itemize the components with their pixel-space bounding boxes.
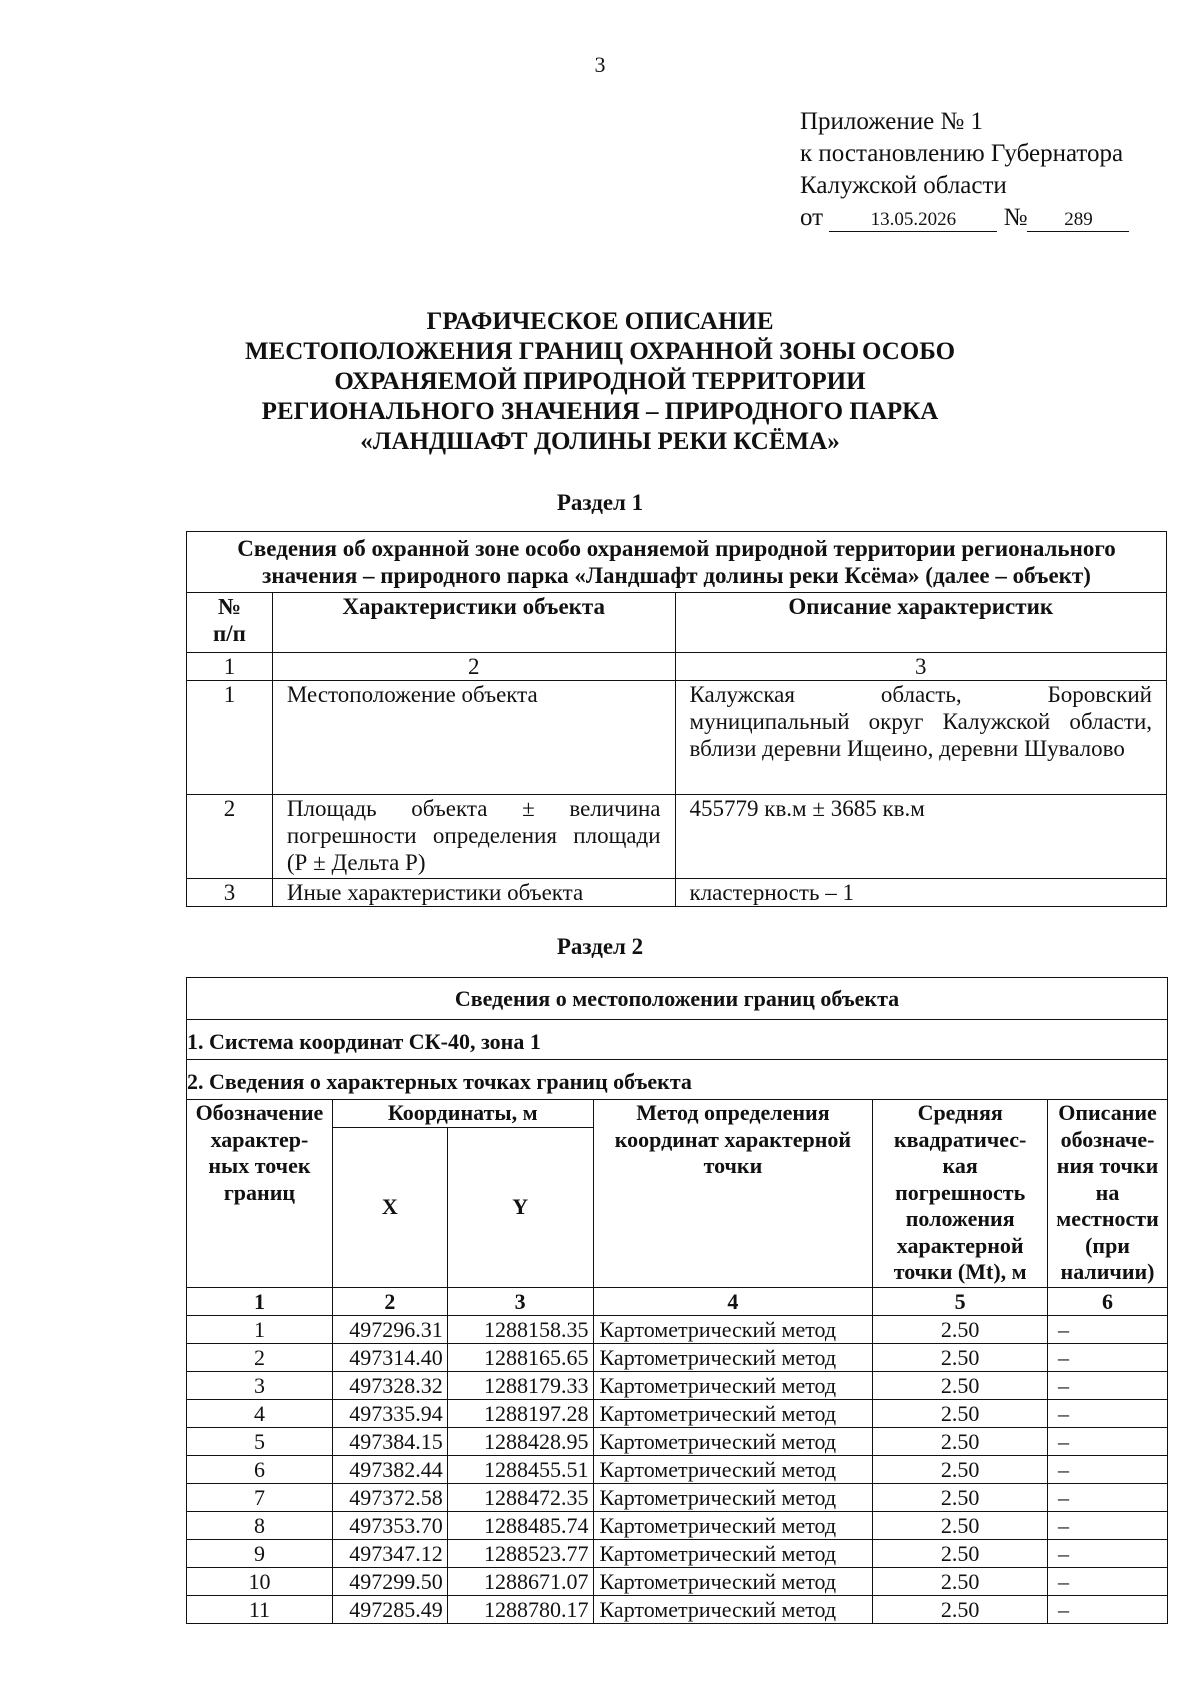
point-number: 11 — [187, 1596, 333, 1624]
y-coordinate: 1288179.33 — [447, 1372, 593, 1400]
row-value: Калужская область, Боровский муниципальный округ Калужской области, вблизи деревни Ищеино, деревни Шувалово — [675, 681, 1166, 795]
col-no-line2: п/п — [212, 621, 246, 646]
boundary-table-title: Сведения о местоположении границ объекта — [187, 978, 1168, 1020]
header-line: кая — [942, 1153, 978, 1178]
col-coords-header: Координаты, м — [332, 1100, 593, 1128]
point-description: – — [1048, 1456, 1168, 1484]
mt-error: 2.50 — [873, 1540, 1048, 1568]
y-coordinate: 1288485.74 — [447, 1512, 593, 1540]
point-number: 8 — [187, 1512, 333, 1540]
mt-error: 2.50 — [873, 1400, 1048, 1428]
point-description: – — [1048, 1596, 1168, 1624]
header-line: Описание — [1058, 1100, 1157, 1125]
col-number: 5 — [873, 1288, 1048, 1316]
header-line: Метод определения — [636, 1100, 830, 1125]
row-name: Иные характеристики объекта — [272, 879, 675, 907]
header-line: координат характерной — [614, 1126, 852, 1152]
x-coordinate: 497335.94 — [332, 1400, 447, 1428]
col-x-header: X — [332, 1128, 447, 1288]
point-description: – — [1048, 1428, 1168, 1456]
x-coordinate: 497384.15 — [332, 1428, 447, 1456]
mt-error: 2.50 — [873, 1372, 1048, 1400]
object-info-table — [186, 531, 1167, 907]
point-number: 6 — [187, 1456, 333, 1484]
y-coordinate: 1288428.95 — [447, 1428, 593, 1456]
table-row — [187, 1428, 1168, 1456]
mt-error: 2.50 — [873, 1344, 1048, 1372]
point-number: 2 — [187, 1344, 333, 1372]
method: Картометрический метод — [593, 1372, 873, 1400]
page-number: 3 — [594, 52, 606, 77]
col-number: 4 — [593, 1288, 873, 1316]
mt-error: 2.50 — [873, 1484, 1048, 1512]
points-title: 2. Сведения о характерных точках границ объекта — [187, 1060, 1168, 1100]
table-row — [187, 1596, 1168, 1624]
row-number: 1 — [187, 681, 273, 795]
mt-error: 2.50 — [873, 1568, 1048, 1596]
method: Картометрический метод — [593, 1568, 873, 1596]
appendix-line3: Калужской области — [800, 172, 1007, 199]
mt-error: 2.50 — [873, 1316, 1048, 1344]
row-number: 2 — [187, 795, 273, 879]
x-coordinate: 497285.49 — [332, 1596, 447, 1624]
col-characteristics-header: Характеристики объекта — [272, 593, 675, 653]
x-coordinate: 497347.12 — [332, 1540, 447, 1568]
header-line: характер- — [210, 1126, 309, 1152]
y-coordinate: 1288165.65 — [447, 1344, 593, 1372]
header-line: границ — [223, 1179, 296, 1205]
x-coordinate: 497296.31 — [332, 1316, 447, 1344]
table-row — [187, 1372, 1168, 1400]
method: Картометрический метод — [593, 1512, 873, 1540]
table-row — [187, 879, 1167, 907]
x-coordinate: 497299.50 — [332, 1568, 447, 1596]
y-coordinate: 1288158.35 — [447, 1316, 593, 1344]
boundary-points-table — [186, 977, 1168, 1624]
method: Картометрический метод — [593, 1344, 873, 1372]
appendix-line2: к постановлению Губернатора — [800, 140, 1124, 167]
point-number: 10 — [187, 1568, 333, 1596]
title-line4: РЕГИОНАЛЬНОГО ЗНАЧЕНИЯ – ПРИРОДНОГО ПАРКА — [261, 398, 939, 425]
header-line: обозначе- — [1060, 1126, 1155, 1152]
header-line: погрешность — [895, 1179, 1026, 1205]
table-row — [187, 1568, 1168, 1596]
object-info-table-title: Сведения об охранной зоне особо охраняемой природной территории регионального значения – природного парка «Ландшафт долины реки Ксёма» (далее – объект) — [187, 532, 1167, 593]
point-description: – — [1048, 1400, 1168, 1428]
point-number: 4 — [187, 1400, 333, 1428]
table-row — [187, 1540, 1168, 1568]
col-y-header: Y — [447, 1128, 593, 1288]
y-coordinate: 1288780.17 — [447, 1596, 593, 1624]
y-coordinate: 1288671.07 — [447, 1568, 593, 1596]
point-description: – — [1048, 1484, 1168, 1512]
header-line: наличии) — [1060, 1259, 1155, 1284]
decree-date: 13.05.2026 — [829, 209, 997, 232]
point-description: – — [1048, 1344, 1168, 1372]
col-number: 2 — [272, 653, 675, 681]
header-line: квадратичес- — [893, 1126, 1027, 1152]
table-row — [187, 1456, 1168, 1484]
method: Картометрический метод — [593, 1540, 873, 1568]
row-value: кластерность – 1 — [675, 879, 1166, 907]
col-number: 3 — [675, 653, 1166, 681]
y-coordinate: 1288523.77 — [447, 1540, 593, 1568]
appendix-block — [800, 106, 1129, 234]
col-no-line1: № — [217, 594, 241, 619]
col-designation-header — [187, 1100, 333, 1288]
header-line: на — [1095, 1179, 1120, 1205]
table-row — [187, 795, 1167, 879]
table-row — [187, 1400, 1168, 1428]
mt-error: 2.50 — [873, 1512, 1048, 1540]
appendix-line1: Приложение № 1 — [800, 108, 984, 135]
x-coordinate: 497328.32 — [332, 1372, 447, 1400]
x-coordinate: 497372.58 — [332, 1484, 447, 1512]
point-description: – — [1048, 1540, 1168, 1568]
title-line2: МЕСТОПОЛОЖЕНИЯ ГРАНИЦ ОХРАННОЙ ЗОНЫ ОСОБО — [244, 338, 956, 365]
table-row — [187, 1512, 1168, 1540]
title-line1: ГРАФИЧЕСКОЕ ОПИСАНИЕ — [426, 308, 774, 335]
point-number: 9 — [187, 1540, 333, 1568]
header-line: Средняя — [917, 1100, 1003, 1125]
point-description: – — [1048, 1316, 1168, 1344]
point-number: 7 — [187, 1484, 333, 1512]
header-line: ных точек — [208, 1153, 311, 1178]
from-label: от — [800, 204, 824, 231]
header-line: Обозначение — [195, 1100, 324, 1125]
section1-heading: Раздел 1 — [556, 490, 644, 515]
y-coordinate: 1288472.35 — [447, 1484, 593, 1512]
header-line: (при — [1085, 1232, 1130, 1258]
table-row — [187, 1344, 1168, 1372]
header-line: точки — [703, 1153, 763, 1178]
row-value: 455779 кв.м ± 3685 кв.м — [675, 795, 1166, 879]
decree-number: 289 — [1027, 209, 1129, 232]
header-line: местности — [1056, 1206, 1159, 1231]
header-line: характерной — [896, 1232, 1024, 1258]
appendix-date-line — [800, 202, 1129, 234]
table-row — [187, 681, 1167, 795]
col-description-header: Описание характеристик — [675, 593, 1166, 653]
header-line: точки (Mt), м — [893, 1259, 1027, 1284]
coord-system: 1. Система координат СК-40, зона 1 — [187, 1020, 1168, 1060]
number-label: № — [1003, 204, 1028, 231]
x-coordinate: 497353.70 — [332, 1512, 447, 1540]
title-line5: «ЛАНДШАФТ ДОЛИНЫ РЕКИ КСЁМА» — [360, 428, 840, 455]
method: Картометрический метод — [593, 1316, 873, 1344]
row-name: Площадь объекта ± величина погрешности определения площади (Р ± Дельта Р) — [272, 795, 675, 879]
x-coordinate: 497314.40 — [332, 1344, 447, 1372]
method: Картометрический метод — [593, 1400, 873, 1428]
mt-error: 2.50 — [873, 1596, 1048, 1624]
header-line: ния точки — [1056, 1153, 1159, 1178]
point-description: – — [1048, 1512, 1168, 1540]
col-number: 3 — [447, 1288, 593, 1316]
table-row — [187, 1316, 1168, 1344]
col-number: 1 — [187, 1288, 333, 1316]
mt-error: 2.50 — [873, 1456, 1048, 1484]
title-line3: ОХРАНЯЕМОЙ ПРИРОДНОЙ ТЕРРИТОРИИ — [334, 368, 866, 395]
y-coordinate: 1288455.51 — [447, 1456, 593, 1484]
col-number: 2 — [332, 1288, 447, 1316]
point-number: 3 — [187, 1372, 333, 1400]
section2-heading: Раздел 2 — [556, 934, 644, 959]
point-number: 5 — [187, 1428, 333, 1456]
method: Картометрический метод — [593, 1596, 873, 1624]
point-number: 1 — [187, 1316, 333, 1344]
x-coordinate: 497382.44 — [332, 1456, 447, 1484]
col-number: 1 — [187, 653, 273, 681]
table-row — [187, 1484, 1168, 1512]
col-error-header — [873, 1100, 1048, 1288]
col-method-header — [593, 1100, 873, 1288]
row-name: Местоположение объекта — [272, 681, 675, 795]
y-coordinate: 1288197.28 — [447, 1400, 593, 1428]
point-description: – — [1048, 1372, 1168, 1400]
row-number: 3 — [187, 879, 273, 907]
method: Картометрический метод — [593, 1456, 873, 1484]
header-line: положения — [905, 1206, 1015, 1231]
document-title — [0, 307, 1200, 457]
point-description: – — [1048, 1568, 1168, 1596]
mt-error: 2.50 — [873, 1428, 1048, 1456]
col-desc-header — [1048, 1100, 1168, 1288]
col-no-header — [187, 593, 273, 653]
method: Картометрический метод — [593, 1484, 873, 1512]
col-number: 6 — [1048, 1288, 1168, 1316]
method: Картометрический метод — [593, 1428, 873, 1456]
